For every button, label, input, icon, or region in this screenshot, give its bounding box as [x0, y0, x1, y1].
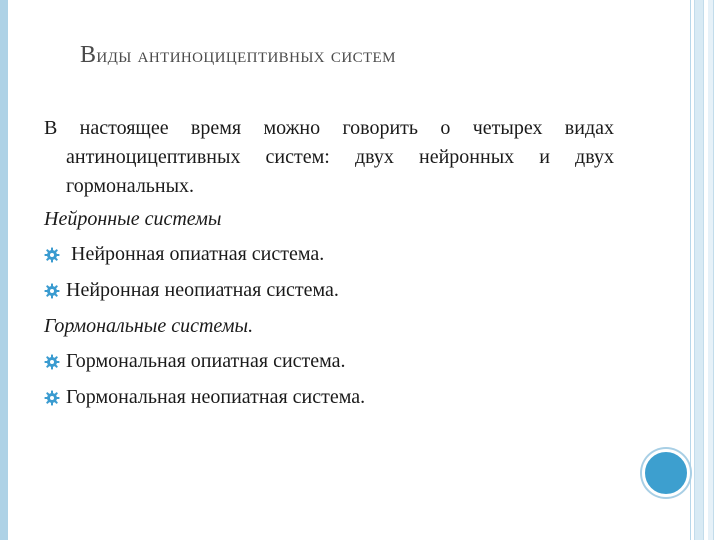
right-frame-stripe-inner — [708, 0, 714, 540]
list-item-neural-opiate — [44, 240, 614, 269]
right-frame-stripe — [694, 0, 704, 540]
slide-body — [44, 114, 614, 419]
gear-bullet-icon — [44, 354, 60, 370]
gear-bullet-icon — [44, 283, 60, 299]
list-item-label: Гормональная опиатная система. — [66, 350, 346, 372]
gear-bullet-icon — [44, 390, 60, 406]
slide-title — [80, 42, 660, 69]
left-frame-border — [0, 0, 8, 540]
hormonal-heading: Гормональные системы. — [44, 315, 254, 337]
intro-paragraph: В настоящее время можно говорить о четырех видах антиноцицептивных систем: двух нейронных и двух гормональных. — [44, 117, 614, 197]
list-item-label: Гормональная неопиатная система. — [66, 386, 366, 408]
list-item-hormonal-nonopiate — [44, 383, 614, 412]
list-item-label: Нейронная опиатная система. — [66, 243, 325, 265]
neural-heading: Нейронные системы — [44, 208, 222, 230]
slide-title-initial: В — [80, 42, 97, 68]
list-item-neural-nonopiate — [44, 276, 614, 305]
slide-title-rest: иды антиноцицептивных систем — [96, 42, 396, 67]
list-item-hormonal-opiate — [44, 347, 614, 376]
circle-decoration — [642, 449, 690, 497]
list-item-label: Нейронная неопиатная система. — [66, 279, 339, 301]
gear-bullet-icon — [44, 247, 60, 263]
